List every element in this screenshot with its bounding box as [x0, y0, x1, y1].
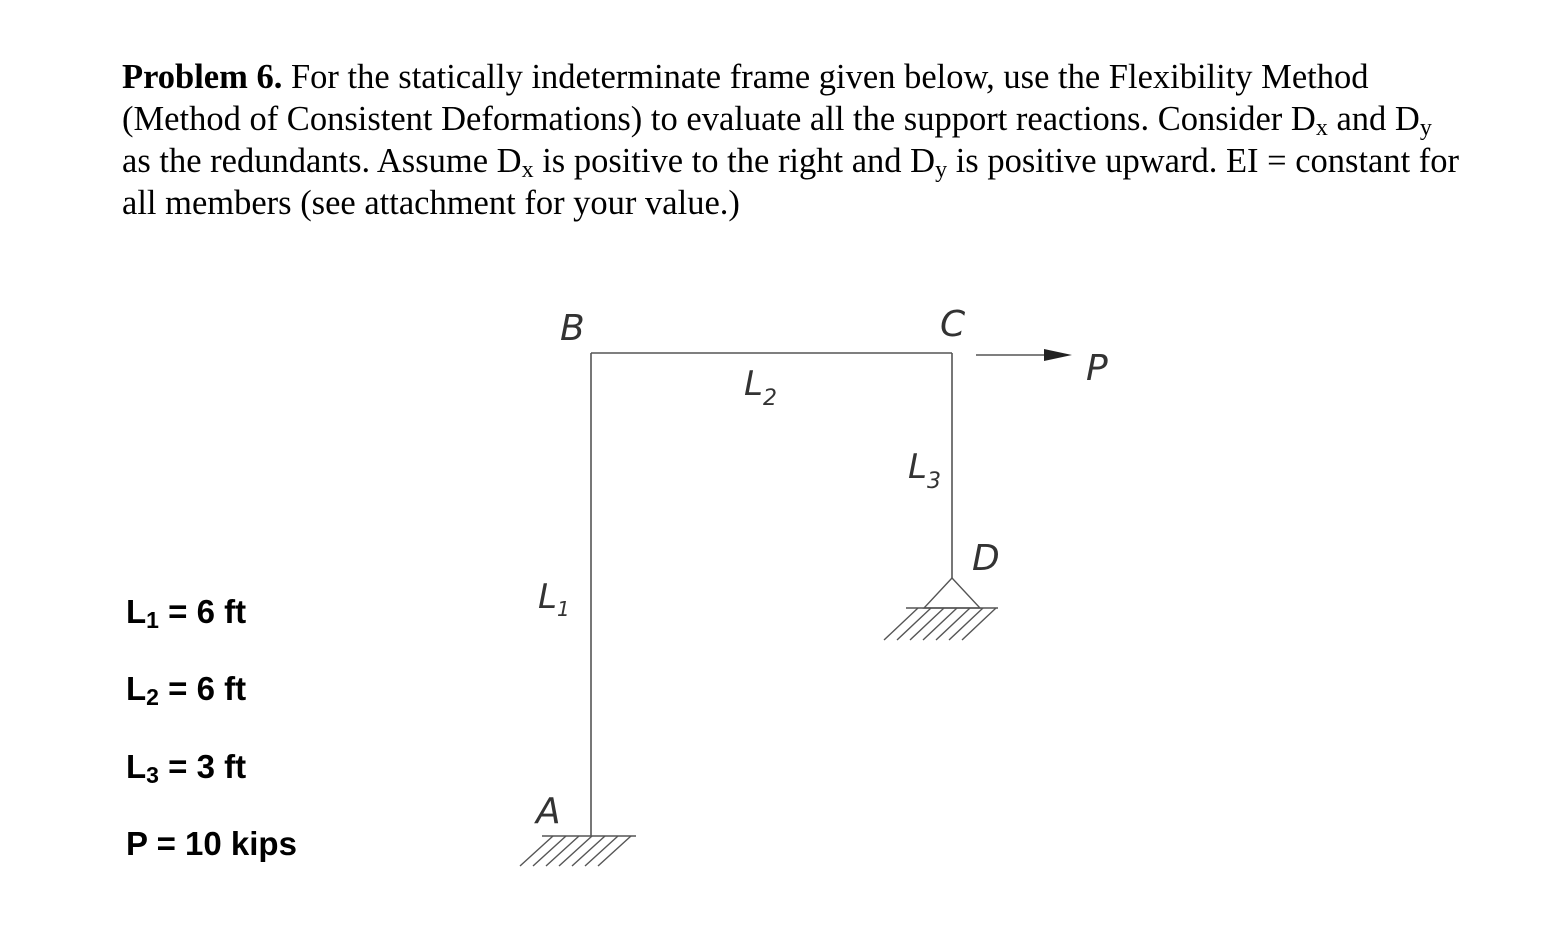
problem-line-3-c: is positive upward. EI = constant for — [947, 142, 1460, 180]
problem-line-2-mid: and D — [1327, 100, 1420, 138]
given-symbol: L — [126, 748, 147, 785]
given-symbol: P — [126, 825, 148, 862]
given-value: = 6 ft — [158, 670, 247, 707]
subscript-x: x — [521, 157, 534, 183]
problem-line-4: all members (see attachment for your value.) — [122, 184, 740, 222]
node-b-label: B — [560, 308, 585, 349]
subscript-y: y — [1419, 115, 1432, 141]
load-p-label: P — [1086, 348, 1108, 389]
member-l2-letter: L — [744, 364, 763, 404]
problem-line-3-a: as the redundants. Assume D — [122, 142, 522, 180]
given-value: = 6 ft — [158, 593, 247, 630]
given-value: = 10 kips — [147, 825, 297, 862]
given-subscript: 3 — [146, 762, 159, 788]
pin-support-d — [884, 578, 998, 640]
member-l1-label — [538, 577, 570, 621]
problem-heading: Problem 6. — [122, 58, 283, 96]
given-symbol: L — [126, 593, 147, 630]
subscript-x: x — [1315, 115, 1328, 141]
node-d-label: D — [972, 538, 1000, 579]
member-l3-label — [908, 447, 941, 494]
node-c-label: C — [940, 304, 966, 345]
member-l2-label — [744, 364, 777, 411]
problem-line-3-b: is positive to the right and D — [533, 142, 936, 180]
member-l3-letter: L — [908, 447, 927, 487]
member-l3-sub: 3 — [926, 469, 941, 494]
member-l2-sub: 2 — [762, 386, 777, 411]
load-arrow — [976, 349, 1072, 361]
fixed-support-a — [520, 836, 636, 866]
given-subscript: 1 — [146, 607, 159, 633]
subscript-y: y — [935, 157, 948, 183]
member-l1-sub: 1 — [556, 597, 570, 621]
given-value: = 3 ft — [158, 748, 247, 785]
problem-line-2-text: (Method of Consistent Deformations) to evaluate all the support reactions. Consider D — [122, 100, 1316, 138]
given-symbol: L — [126, 670, 147, 707]
given-subscript: 2 — [146, 684, 159, 710]
member-l1-letter: L — [538, 577, 557, 617]
problem-line-1-text: For the statically indeterminate frame given below, use the Flexibility Method — [290, 58, 1369, 96]
node-a-label: A — [536, 791, 561, 832]
